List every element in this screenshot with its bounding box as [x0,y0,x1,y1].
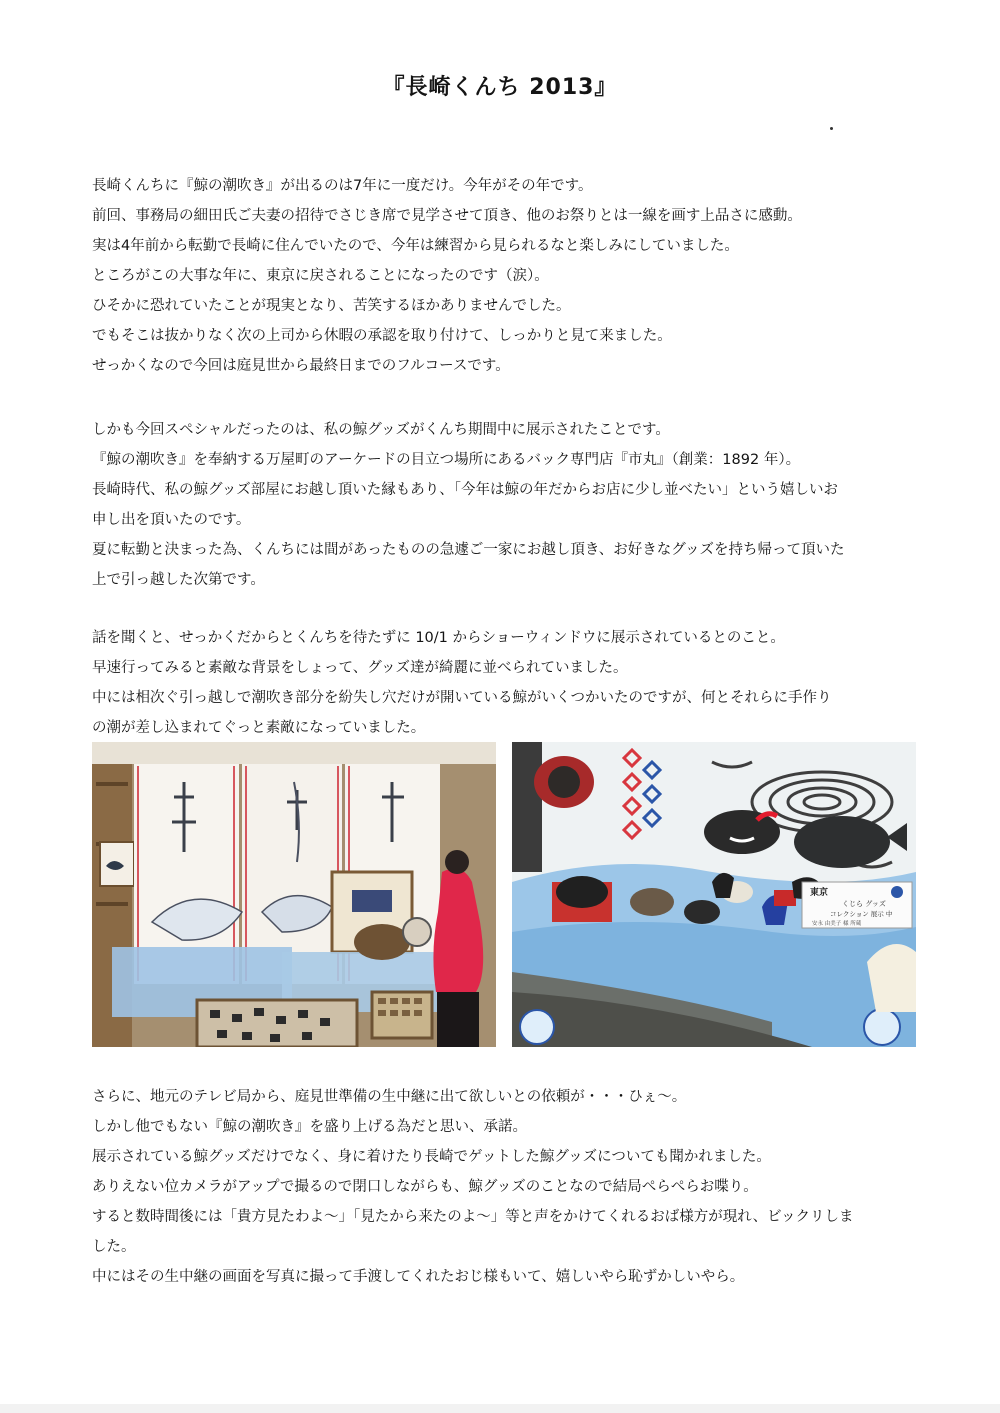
text-line: しかし他でもない『鯨の潮吹き』を盛り上げる為だと思い、承諾。 [92,1119,527,1135]
whale-goods-photo [512,742,916,1047]
sign-line: くじら グッズ [842,900,886,908]
text-line: 中には相次ぐ引っ越しで潮吹き部分を紛失し穴だけが開いている鯨がいくつかいたのですが、何とそれらに手作り [92,690,832,706]
shop-window-photo [92,742,496,1047]
paragraph-intro [92,171,952,381]
text-line: 早速行ってみると素敵な背景をしょって、グッズ達が綺麗に並べられていました。 [92,660,628,676]
text-line: 中にはその生中継の画面を写真に撮って手渡してくれたおじ様もいて、嬉しいやら恥ずかしいやら。 [92,1269,745,1285]
text-line: 実は4年前から転勤で長崎に住んでいたので、今年は練習から見られるなと楽しみにしていました。 [92,238,739,254]
paragraph-exhibit [92,415,952,595]
text-line: ところがこの大事な年に、東京に戻されることになったのです（涙）。 [92,268,549,284]
text-line: 長崎時代、私の鯨グッズ部屋にお越し頂いた縁もあり、「今年は鯨の年だからお店に少し並べたい」という嬉しいお [92,482,839,498]
text-line: 前回、事務局の細田氏ご夫妻の招待でさじき席で見学させて頂き、他のお祭りとは一線を画す上品さに感動。 [92,208,802,224]
text-line: 夏に転勤と決まった為、くんちには間があったものの急遽ご一家にお越し頂き、お好きなグッズを持ち帰って頂いた [92,542,845,558]
sign-line: コレクション 展示 中 [830,910,893,918]
text-line: 長崎くんちに『鯨の潮吹き』が出るのは7年に一度だけ。今年がその年です。 [92,178,593,194]
text-line: 上で引っ越した次第です。 [92,572,265,588]
text-line: すると数時間後には「貴方見たわよ～」「見たから来たのよ～」等と声をかけてくれるおば様方が現れ、ビックリしま [92,1209,854,1225]
sign-line: 東京 [810,888,829,898]
scan-edge [0,1404,1000,1413]
paragraph-tv [92,1082,952,1292]
sign-line: 安永 由美子 様 所蔵 [812,921,862,927]
text-line: しかも今回スペシャルだったのは、私の鯨グッズがくんち期間中に展示されたことです。 [92,422,670,438]
text-line: ひそかに恐れていたことが現実となり、苦笑するほかありませんでした。 [92,298,571,314]
text-line: 『鯨の潮吹き』を奉納する万屋町のアーケードの目立つ場所にあるバック専門店『市丸』（創業：1892 年）。 [92,452,801,468]
text-line: ありえない位カメラがアップで撮るので閉口しながらも、鯨グッズのことなので結局ぺらぺらお喋り。 [92,1179,758,1195]
scan-speck [830,127,833,130]
text-line: の潮が差し込まれてぐっと素敵になっていました。 [92,720,426,736]
text-line: 申し出を頂いたのです。 [92,512,251,528]
text-line: した。 [92,1239,136,1255]
text-line: 話を聞くと、せっかくだからとくんちを待たずに 10/1 からショーウィンドウに展示されているとのこと。 [92,630,785,646]
text-line: でもそこは抜かりなく次の上司から休暇の承認を取り付けて、しっかりと見て来ました。 [92,328,672,344]
text-line: さらに、地元のテレビ局から、庭見世準備の生中継に出て欲しいとの依頼が・・・ひぇ～。 [92,1089,687,1105]
page-title: 『長崎くんち 2013』 [382,75,618,100]
text-line: せっかくなので今回は庭見世から最終日までのフルコースです。 [92,358,510,374]
text-line: 展示されている鯨グッズだけでなく、身に着けたり長崎でゲットした鯨グッズについても聞かれました。 [92,1149,771,1165]
paragraph-showwindow [92,623,952,743]
